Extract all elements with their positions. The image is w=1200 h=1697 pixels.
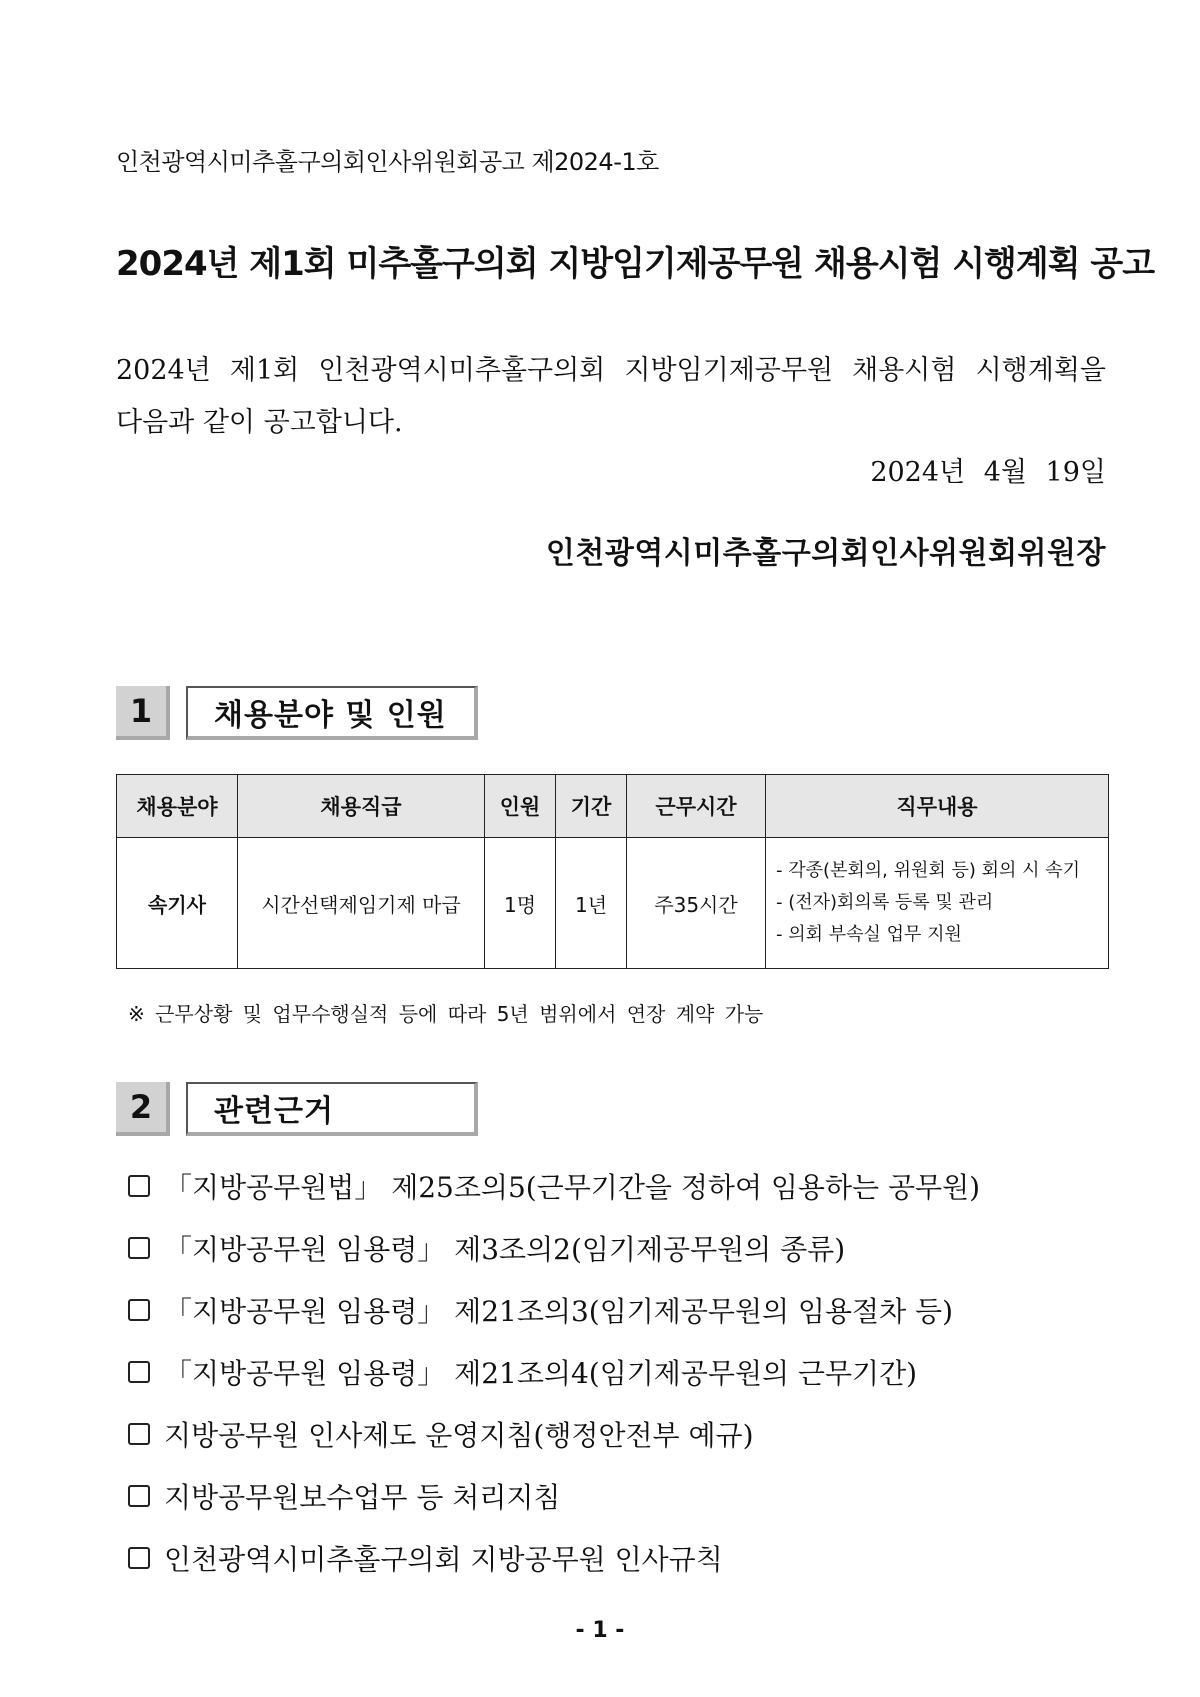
col-header-period: 기간 bbox=[556, 775, 627, 838]
col-header-count: 인원 bbox=[485, 775, 556, 838]
checkbox-icon bbox=[128, 1423, 150, 1445]
basis-text: 인천광역시미추홀구의회 지방공무원 인사규칙 bbox=[164, 1543, 723, 1576]
cell-duties bbox=[766, 838, 1109, 969]
list-item bbox=[128, 1228, 845, 1268]
checkbox-icon bbox=[128, 1299, 150, 1321]
list-item bbox=[128, 1352, 917, 1392]
cell-count: 1명 bbox=[485, 838, 556, 969]
table-header-row bbox=[117, 775, 1109, 838]
checkbox-icon bbox=[128, 1485, 150, 1507]
cell-period: 1년 bbox=[556, 838, 627, 969]
cell-hours: 주35시간 bbox=[627, 838, 766, 969]
checkbox-icon bbox=[128, 1547, 150, 1569]
checkbox-icon bbox=[128, 1361, 150, 1383]
list-item bbox=[128, 1166, 980, 1206]
intro-line-1: 2024년 제1회 인천광역시미추홀구의회 지방임기제공무원 채용시험 시행계획을 bbox=[116, 355, 1106, 386]
signer: 인천광역시미추홀구의회인사위원회위원장 bbox=[545, 536, 1106, 571]
basis-text: 지방공무원보수업무 등 처리지침 bbox=[164, 1481, 561, 1514]
section-2-number: 2 bbox=[116, 1082, 170, 1136]
page-number: - 1 - bbox=[575, 1618, 625, 1643]
table-row bbox=[117, 838, 1109, 969]
section-1-label: 채용분야 및 인원 bbox=[186, 686, 478, 740]
list-item bbox=[128, 1538, 723, 1578]
cell-field: 속기사 bbox=[117, 838, 238, 969]
col-header-grade: 채용직급 bbox=[238, 775, 485, 838]
section-1-header bbox=[116, 686, 478, 740]
duty-item: - 의회 부속실 업무 지원 bbox=[776, 924, 962, 945]
document-title: 2024년 제1회 미추홀구의회 지방임기제공무원 채용시험 시행계획 공고 bbox=[116, 244, 1155, 284]
col-header-field: 채용분야 bbox=[117, 775, 238, 838]
intro-line-2: 다음과 같이 공고합니다. bbox=[116, 407, 403, 438]
basis-text: 「지방공무원 임용령」 제21조의3(임기제공무원의 임용절차 등) bbox=[164, 1295, 953, 1328]
checkbox-icon bbox=[128, 1175, 150, 1197]
list-item bbox=[128, 1476, 560, 1516]
recruitment-table bbox=[116, 774, 1109, 969]
duty-item: - (전자)회의록 등록 및 관리 bbox=[776, 892, 994, 913]
list-item bbox=[128, 1290, 953, 1330]
section-2-label: 관련근거 bbox=[186, 1082, 478, 1136]
checkbox-icon bbox=[128, 1237, 150, 1259]
basis-text: 지방공무원 인사제도 운영지침(행정안전부 예규) bbox=[164, 1419, 754, 1452]
col-header-hours: 근무시간 bbox=[627, 775, 766, 838]
basis-text: 「지방공무원 임용령」 제21조의4(임기제공무원의 근무기간) bbox=[164, 1357, 918, 1390]
extension-note: ※ 근무상황 및 업무수행실적 등에 따라 5년 범위에서 연장 계약 가능 bbox=[128, 1002, 764, 1026]
notice-number: 인천광역시미추홀구의회인사위원회공고 제2024-1호 bbox=[116, 148, 659, 176]
section-2-header bbox=[116, 1082, 478, 1136]
cell-grade: 시간선택제임기제 마급 bbox=[238, 838, 485, 969]
list-item bbox=[128, 1414, 754, 1454]
basis-text: 「지방공무원법」 제25조의5(근무기간을 정하여 임용하는 공무원) bbox=[164, 1171, 981, 1204]
section-1-number: 1 bbox=[116, 686, 170, 740]
duty-item: - 각종(본회의, 위원회 등) 회의 시 속기 bbox=[776, 860, 1081, 881]
basis-text: 「지방공무원 임용령」 제3조의2(임기제공무원의 종류) bbox=[164, 1233, 846, 1266]
notice-date: 2024년 4월 19일 bbox=[870, 457, 1106, 488]
col-header-duties: 직무내용 bbox=[766, 775, 1109, 838]
